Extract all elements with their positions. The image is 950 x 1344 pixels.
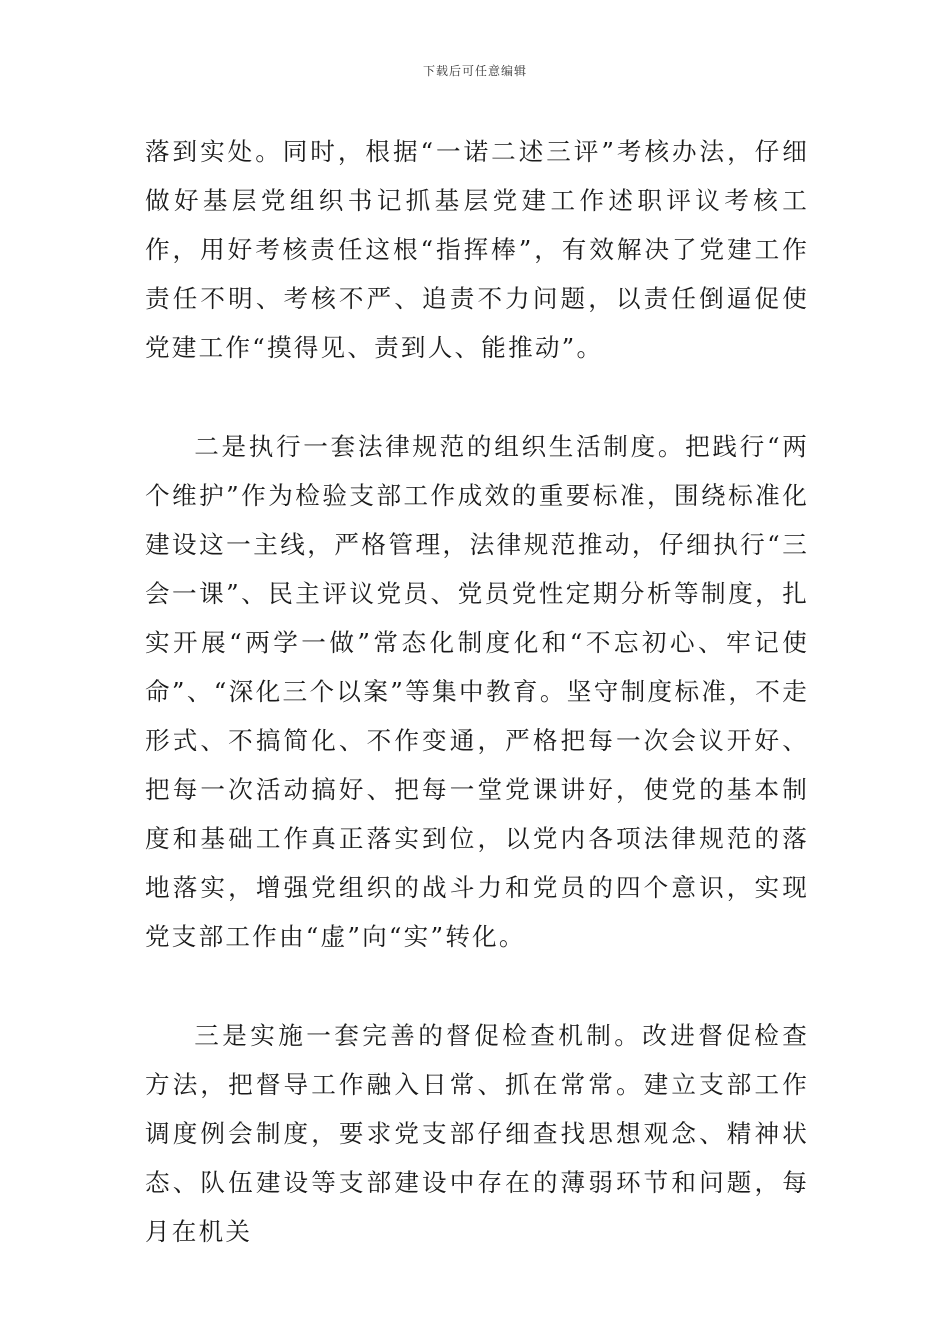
document-body — [145, 127, 809, 1256]
paragraph-1: 落到实处。同时，根据“一诺二述三评”考核办法，仔细做好基层党组织书记抓基层党建工作述职评议考核工作，用好考核责任这根“指挥棒”，有效解决了党建工作责任不明、考核不严、追责不力问题，以责任倒逼促使党建工作“摸得见、责到人、能推动”。 — [145, 137, 809, 362]
paragraph-spacer — [145, 961, 809, 1011]
page-header-note: 下载后可任意编辑 — [422, 64, 527, 78]
paragraph-2: 二是执行一套法律规范的组织生活制度。把践行“两个维护”作为检验支部工作成效的重要标准，围绕标准化建设这一主线，严格管理，法律规范推动，仔细执行“三会一课”、民主评议党员、党员党性定期分析等制度，扎实开展“两学一做”常态化制度化和“不忘初心、牢记使命”、“深化三个以案”等集中教育。坚守制度标准，不走形式、不搞简化、不作变通，严格把每一次会议开好、把每一次活动搞好、把每一堂党课讲好，使党的基本制度和基础工作真正落实到位，以党内各项法律规范的落地落实，增强党组织的战斗力和党员的四个意识，实现党支部工作由“虚”向“实”转化。 — [145, 432, 809, 951]
paragraph-spacer — [145, 372, 809, 422]
paragraph-3: 三是实施一套完善的督促检查机制。改进督促检查方法，把督导工作融入日常、抓在常常。建立支部工作调度例会制度，要求党支部仔细查找思想观念、精神状态、队伍建设等支部建设中存在的薄弱环节和问题，每月在机关 — [145, 1021, 809, 1246]
